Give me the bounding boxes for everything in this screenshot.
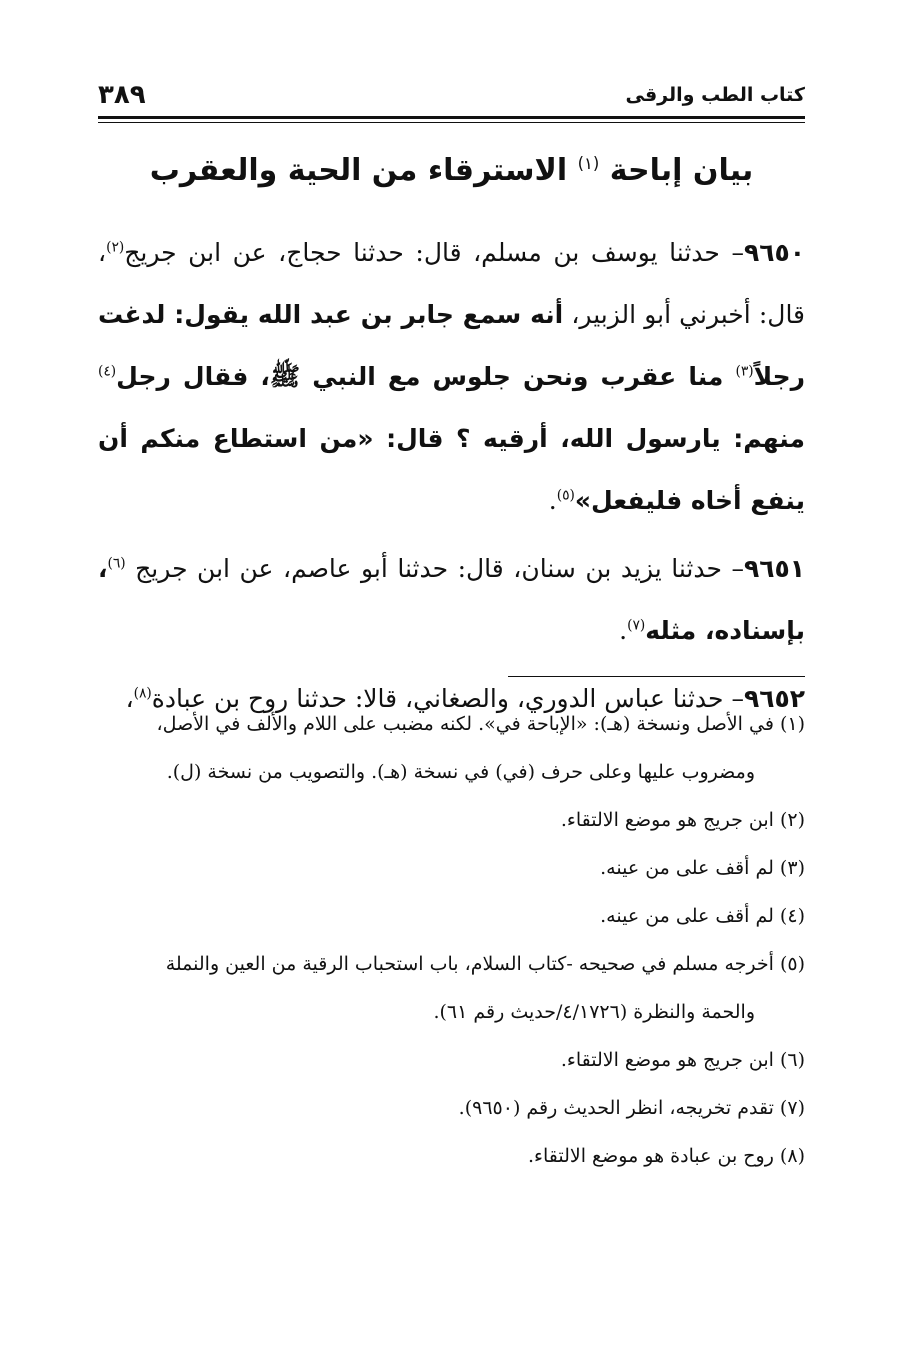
heading-text-after: الاسترقاء من الحية والعقرب [149,153,568,188]
footnote-ref: (٦) [107,555,126,572]
footnote-line: (٥) أخرجه مسلم في صحيحه -كتاب السلام، باب استحباب الرقية من العين والنملة [165,953,805,975]
main-text [98,222,805,736]
heading-text-before: بيان إباحة [609,153,754,188]
footnote-ref: (٣) [735,363,754,380]
book-title: كتاب الطب والرقى [625,84,805,106]
hadith-number: ٩٦٥٠ [743,238,805,267]
hadith-paragraph [98,222,805,532]
footnote-ref: (٨) [133,685,152,702]
footnote-line: (٦) ابن جريج هو موضع الالتقاء. [560,1049,805,1071]
page-number: ٣٨٩ [98,80,146,110]
footnote-line: (٣) لم أقف على من عينه. [600,857,805,879]
hadith-paragraph [98,538,805,662]
text-segment: . [619,616,628,645]
footnote-line: (٧) تقدم تخريجه، انظر الحديث رقم (٩٦٥٠). [458,1097,805,1119]
running-header [98,78,805,118]
footnote-ref: (٥) [556,487,575,504]
footnote-ref: (٤) [98,363,117,380]
footnotes [98,700,805,1180]
matn-text: ، بإسناده، مثله [98,554,805,645]
header-rule-thin [98,122,805,123]
footnote-line: والحمة والنظرة (٤/١٧٢٦/حديث رقم ٦١). [433,1001,755,1023]
matn-text: أنه سمع جابر بن عبد الله يقول: لدغت رجلاً [98,300,805,391]
matn-text: منهم: يارسول الله، أرقيه ؟ قال: «من استطاع منكم أن ينفع أخاه فليفعل» [98,424,805,515]
chapter-heading [98,153,805,188]
hadith-number: ٩٦٥١ [743,554,805,583]
footnote-line: (١) في الأصل ونسخة (هـ): «الإباحة في». لكنه مضبب على اللام والألف في الأصل، [156,713,805,735]
text-segment: – حدثنا عباس الدوري، والصغاني، قالا: حدثنا روح بن عبادة [151,684,744,713]
header-rule-thick [98,116,805,119]
hadith-number: ٩٦٥٢ [743,684,805,713]
text-segment: ، [125,684,134,713]
footnote-ref: (٢) [106,239,125,256]
text-segment: . [548,486,557,515]
footnote-line: (٢) ابن جريج هو موضع الالتقاء. [560,809,805,831]
text-segment: – حدثنا يزيد بن سنان، قال: حدثنا أبو عاصم، عن ابن جريج [125,554,744,583]
footnote-line: (٤) لم أقف على من عينه. [600,905,805,927]
footnote-line: ومضروب عليها وعلى حرف (في) في نسخة (هـ). والتصويب من نسخة (ل). [166,761,755,783]
footnote-line: (٨) روح بن عبادة هو موضع الالتقاء. [527,1145,805,1167]
footnote-ref: (٧) [627,617,646,634]
text-segment: – حدثنا يوسف بن مسلم، قال: حدثنا حجاج، عن ابن جريج [124,238,744,267]
footnote-ref: (١) [577,154,600,173]
footnote-separator [508,676,805,677]
matn-text: منا عقرب ونحن جلوس مع النبي ﷺ، فقال رجل [116,362,736,391]
text-segment: ، قال: أخبرني أبو الزبير، [98,238,806,329]
